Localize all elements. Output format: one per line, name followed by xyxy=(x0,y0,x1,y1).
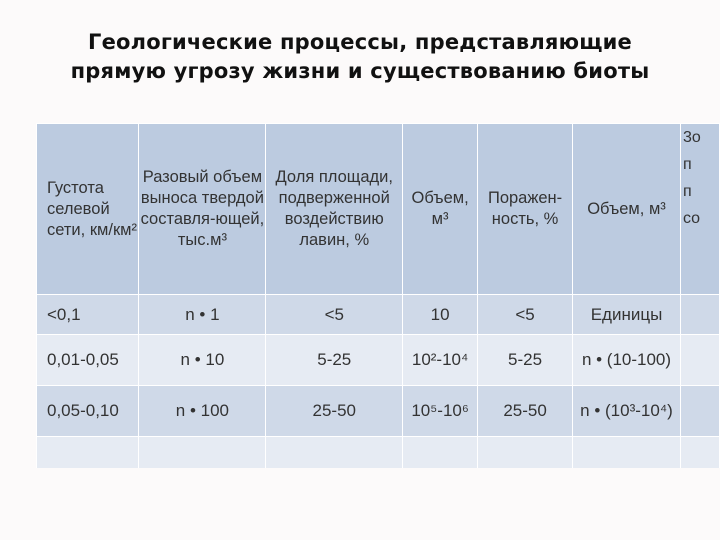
header-row xyxy=(37,124,720,295)
header-cell: Поражен-ность, % xyxy=(478,124,573,295)
table-cell: Единицы xyxy=(573,295,681,335)
table-row xyxy=(37,295,720,335)
header-cell: Объем, м³ xyxy=(573,124,681,295)
header-cell-cropped: 3о п п со xyxy=(680,124,719,295)
hazard-table xyxy=(36,123,720,468)
table-cell: n • 100 xyxy=(139,386,266,437)
table-cell: 0,05-0,10 xyxy=(37,386,139,437)
table-cell xyxy=(266,437,403,469)
header-cell: Объем, м³ xyxy=(403,124,478,295)
table-cell: 25-50 xyxy=(266,386,403,437)
header-cell: Разовый объем выноса твердой составля-ющей, тыс.м³ xyxy=(139,124,266,295)
table-cell xyxy=(403,437,478,469)
table-row xyxy=(37,437,720,469)
header-cell: Доля площади, подверженной воздействию лавин, % xyxy=(266,124,403,295)
table-cell: 0,01-0,05 xyxy=(37,335,139,386)
table-cell: n • 10 xyxy=(139,335,266,386)
header-cell: Густота селевой сети, км/км² xyxy=(37,124,139,295)
hazard-table-image xyxy=(36,123,720,468)
table-cell: 5-25 xyxy=(478,335,573,386)
table-cell: <5 xyxy=(266,295,403,335)
table-cell: n • (10³-10⁴) xyxy=(573,386,681,437)
table-cell xyxy=(680,335,719,386)
table-cell: n • (10-100) xyxy=(573,335,681,386)
table-cell xyxy=(680,437,719,469)
table-cell xyxy=(478,437,573,469)
table-row xyxy=(37,386,720,437)
slide-title: Геологические процессы, представляющие прямую угрозу жизни и существованию биоты xyxy=(70,30,650,83)
table-cell: 10⁵-10⁶ xyxy=(403,386,478,437)
table-cell xyxy=(680,295,719,335)
table-cell xyxy=(680,386,719,437)
table-cell xyxy=(139,437,266,469)
table-cell: <0,1 xyxy=(37,295,139,335)
table-row xyxy=(37,335,720,386)
table-cell: 10²-10⁴ xyxy=(403,335,478,386)
table-cell: <5 xyxy=(478,295,573,335)
table-cell: 10 xyxy=(403,295,478,335)
table-cell xyxy=(37,437,139,469)
table-cell: 5-25 xyxy=(266,335,403,386)
table-cell xyxy=(573,437,681,469)
table-cell: n • 1 xyxy=(139,295,266,335)
table-cell: 25-50 xyxy=(478,386,573,437)
